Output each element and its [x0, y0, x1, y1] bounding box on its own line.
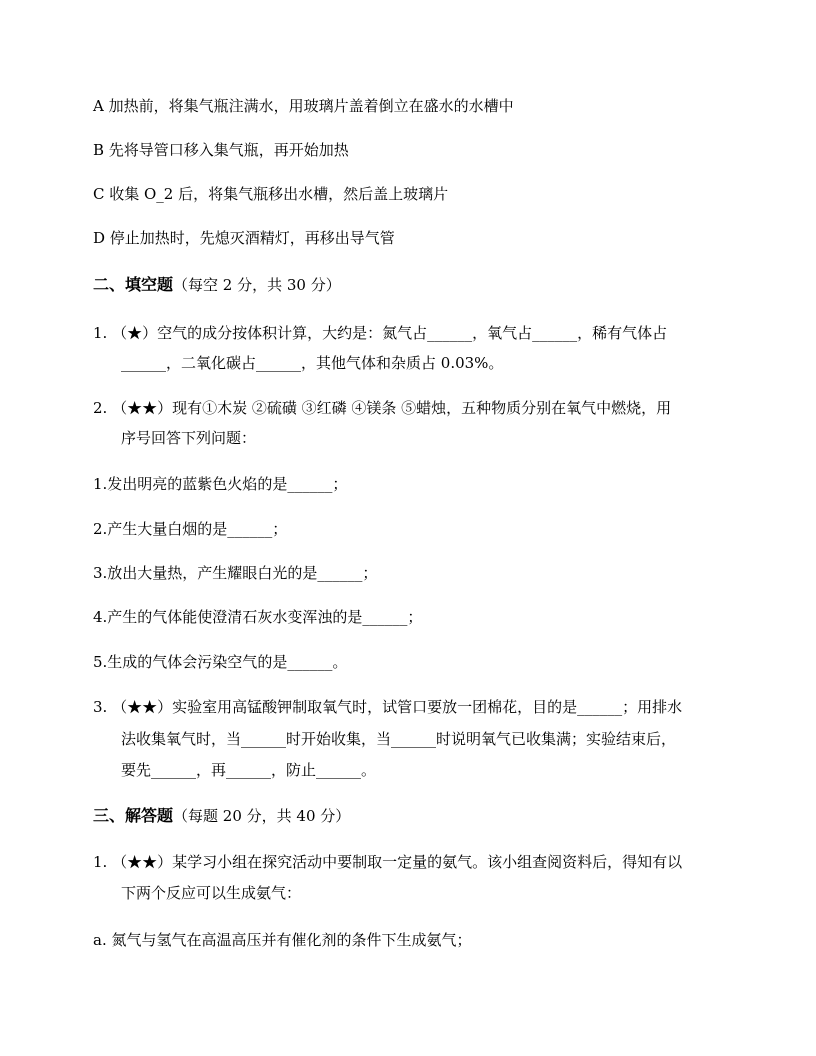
answer-q1-line1: 1. （★★）某学习小组在探究活动中要制取一定量的氨气。该小组查阅资料后，得知有以: [93, 853, 683, 871]
answer-q1-line2: 下两个反应可以生成氨气：: [121, 884, 302, 902]
fill-q3-line2: 法收集氧气时，当______时开始收集，当______时说明氧气已收集满；实验结束后，: [121, 730, 677, 748]
fill-q1-line1: 1. （★）空气的成分按体积计算，大约是：氮气占______，氧气占______，稀有气体占: [93, 324, 668, 342]
answer-q1-item-a: a. 氮气与氢气在高温高压并有催化剂的条件下生成氨气；: [93, 931, 472, 949]
section-3-title: 三、解答题: [93, 806, 174, 825]
section-2-note: （每空 2 分，共 30 分）: [173, 276, 341, 294]
option-a: A 加热前，将集气瓶注满水，用玻璃片盖着倒立在盛水的水槽中: [93, 97, 514, 115]
fill-q2-line2: 序号回答下列问题：: [121, 429, 257, 447]
fill-q2-sub4: 4.产生的气体能使澄清石灰水变浑浊的是______；: [93, 608, 423, 626]
section-2-title: 二、填空题: [93, 275, 174, 294]
section-3-note: （每题 20 分，共 40 分）: [173, 807, 351, 825]
fill-q3-line3: 要先______，再______，防止______。: [121, 761, 377, 779]
fill-q2-sub3: 3.放出大量热，产生耀眼白光的是______；: [93, 564, 378, 582]
option-d: D 停止加热时，先熄灭酒精灯，再移出导气管: [93, 229, 395, 247]
fill-q2-sub2: 2.产生大量白烟的是______；: [93, 520, 288, 538]
fill-q2-sub1: 1.发出明亮的蓝紫色火焰的是______；: [93, 475, 348, 493]
option-c: C 收集 O_2 后，将集气瓶移出水槽，然后盖上玻璃片: [93, 185, 449, 203]
fill-q2-sub5: 5.生成的气体会污染空气的是______。: [93, 653, 348, 671]
section-2-heading: [93, 275, 341, 295]
option-b: B 先将导管口移入集气瓶，再开始加热: [93, 141, 349, 159]
section-3-heading: [93, 806, 350, 826]
fill-q2-line1: 2. （★★）现有①木炭 ②硫磺 ③红磷 ④镁条 ⑤蜡烛，五种物质分别在氧气中燃烧，用: [93, 399, 672, 417]
fill-q3-line1: 3. （★★）实验室用高锰酸钾制取氧气时，试管口要放一团棉花，目的是______；用排水: [93, 698, 683, 716]
fill-q1-line2: ______，二氧化碳占______，其他气体和杂质占 0.03%。: [121, 354, 504, 372]
